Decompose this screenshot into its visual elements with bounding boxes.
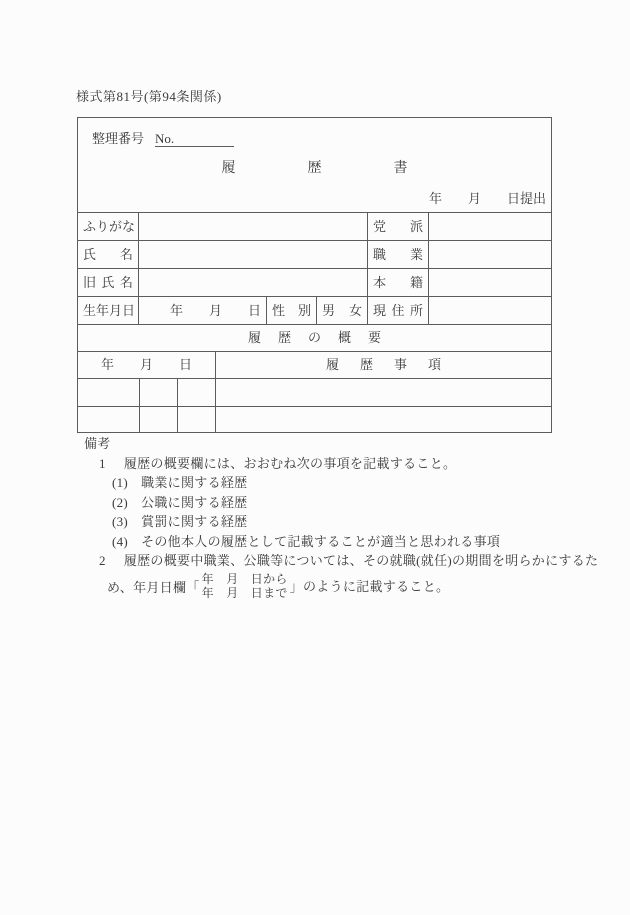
remark-subitem-number: (1): [112, 475, 129, 490]
page-title: 履歴書: [221, 161, 480, 176]
remark-subitem-4: [84, 532, 576, 552]
row-summary-title: [78, 324, 551, 351]
date-range-example: [202, 572, 288, 600]
summary-section-title: 履歴の概要: [247, 330, 398, 346]
summary-row: [78, 378, 551, 406]
summary-year-cell: [78, 379, 140, 406]
remark-item-text: 履歴の概要中職業、公職等については、その就職(就任)の期間を明らかにするた: [123, 553, 599, 568]
remark-subitem-number: (3): [112, 514, 129, 529]
serial-number-field: No.: [155, 131, 234, 147]
furigana-value-cell: [139, 213, 368, 240]
serial-number-line: [92, 128, 234, 147]
row-birthdate-sex-address: [78, 296, 551, 324]
occupation-value-cell: [429, 241, 551, 268]
summary-date-header: 年 月 日: [78, 352, 216, 378]
former-name-value-cell: [139, 269, 368, 296]
address-value-cell: [429, 297, 551, 324]
remark-item-number: 2: [99, 553, 106, 568]
birthdate-label: 生年月日: [78, 297, 139, 324]
domicile-label: 本籍: [368, 269, 429, 296]
occupation-label: 職業: [368, 241, 429, 268]
remark-subitem-number: (2): [112, 494, 129, 510]
remarks-title: 備考: [84, 436, 111, 451]
row-name-occupation: [78, 240, 551, 268]
birthdate-value-cell: 年 月 日: [139, 297, 267, 324]
submit-date-line: 年 月 日提出: [428, 191, 546, 206]
remark-item-text: 履歴の概要欄には、おおむね次の事項を記載すること。: [123, 455, 457, 471]
summary-items-header: 履歴事項: [325, 357, 462, 373]
continuation-suffix: 」のように記載すること。: [289, 578, 450, 594]
row-furigana-party: [78, 212, 551, 240]
domicile-value-cell: [429, 269, 551, 296]
summary-item-cell: [216, 379, 551, 406]
summary-day-cell: [178, 407, 216, 432]
remark-subitem-text: 賞罰に関する経歴: [141, 514, 248, 529]
summary-year-cell: [78, 407, 140, 432]
table-header-zone: [78, 118, 551, 212]
remark-subitem-3: [84, 512, 576, 532]
date-range-from: 年 月 日から: [201, 572, 288, 586]
remark-subitem-text: 公職に関する経歴: [141, 494, 248, 510]
sex-label: 性別: [267, 297, 317, 324]
party-label: 党派: [368, 213, 429, 240]
summary-row: [78, 406, 551, 432]
name-value-cell: [139, 241, 368, 268]
summary-month-cell: [140, 379, 178, 406]
former-name-label: 旧氏名: [78, 269, 139, 296]
remark-subitem-text: その他本人の履歴として記載することが適当と思われる事項: [141, 533, 501, 549]
party-value-cell: [429, 213, 551, 240]
continuation-prefix: め、年月日欄「: [107, 579, 200, 595]
furigana-label: ふりがな: [78, 213, 139, 240]
name-label: 氏名: [78, 241, 139, 268]
remark-subitem-text: 職業に関する経歴: [141, 475, 248, 490]
remark-subitem-number: (4): [112, 533, 129, 549]
date-range-to: 年 月 日まで: [201, 586, 288, 600]
form-code: 様式第81号(第94条関係): [76, 89, 222, 104]
remark-item-1: [84, 454, 576, 474]
summary-month-cell: [140, 407, 178, 432]
summary-item-cell: [216, 407, 551, 432]
remark-item-number: 1: [99, 455, 106, 471]
remark-subitem-2: [84, 493, 576, 513]
remark-item-2-continuation: [84, 571, 576, 602]
summary-day-cell: [178, 379, 216, 406]
row-summary-header: [78, 351, 551, 378]
remark-subitem-1: [84, 473, 576, 493]
address-label: 現住所: [368, 297, 429, 324]
sex-options-cell: 男女: [317, 297, 368, 324]
row-formername-domicile: [78, 268, 551, 296]
remark-item-2: [84, 551, 599, 571]
remarks-section: [84, 434, 599, 602]
serial-number-label: 整理番号: [92, 131, 145, 146]
resume-form-table: [77, 117, 552, 433]
